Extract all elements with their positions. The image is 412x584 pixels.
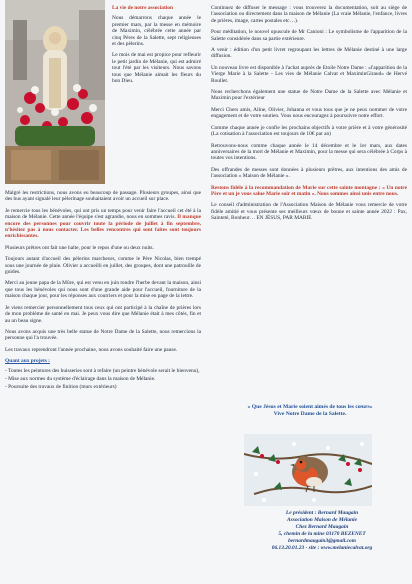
right-paragraph: A venir : édition d'un petit livret regroupant les lettres de Mélanie destiné à une large diffusion. bbox=[211, 47, 407, 60]
left-paragraph: Les travaux reprendront l'année prochaine, nous avons souhaité faire une pause. bbox=[5, 346, 178, 353]
closing-quote bbox=[213, 404, 407, 418]
left-paragraph: Malgré les restrictions, nous avons eu beaucoup de passage. Plusieurs groupes, ainsi que des bus ayant signalé leur pèlerinage souhaitaient avoir un accueil sur place. bbox=[5, 190, 201, 203]
quote-line: Vive Notre Dame de la Salette. bbox=[273, 411, 347, 417]
left-paragraph: Toujours autant d'accueil des pèlerins marcheurs, comme le Père Nicolas, bien trempé sous une journée de pluie. Olivier a accueilli en juillet, des groupes, dont une patrouille de guides. bbox=[5, 256, 201, 276]
right-paragraph: Merci Chers amis, Aline, Olivier, Johanna et vous tous que je ne peux nommer de votre engagement et de votre soutien. Vous nous encouragez à poursuivre notre effort. bbox=[211, 106, 407, 120]
right-paragraph: Pour méditation, le nouvel opuscule de Mr Canioni : Le symbolisme de l'apparition de la Salette considérée dans sa partie extérieure. bbox=[211, 29, 407, 42]
left-paragraph: Nous avons acquis une très belle statue de Notre Dame de la Salette, nous remercions la personne qui l'a trouvée. bbox=[5, 328, 201, 342]
left-paragraph: Je viens remercier personnellement tous ceux qui ont participé à la chaîne de prières lors de mon problème de santé en mai. Je peux vous dire que Mélanie était à mes côtés, fin et au un beau signe. bbox=[5, 304, 201, 324]
left-paragraph: Plusieurs prêtres ont fait une halte, pour le repos d'une ou deux nuits. bbox=[5, 244, 154, 251]
association-name: Association Maison de Mélanie bbox=[287, 517, 357, 523]
left-paragraph bbox=[5, 208, 201, 240]
president-name: Le président : Bernard Maugain bbox=[285, 510, 359, 516]
garden-paragraph: Le mois de mai est propice pour refleurir le petit jardin de Mélanie, qui est admiré tout l'été par les visiteurs. Nous savons tous que Mélanie aimait les fleurs du bon Dieu. bbox=[112, 52, 201, 85]
phone-website[interactable]: 06.13.20.01.23 - site : www.melaniecalvat.org bbox=[271, 545, 373, 551]
volunteer-thanks: Je remercie tous les bénévoles, qui ont pris un temps pour venir faire l'accueil cet été à la maison de Mélanie. Cette année l'équipe s'est agrandie, nous en sommes ravis. bbox=[5, 207, 201, 221]
statue-photo bbox=[5, 0, 105, 184]
project-item: - Toutes les peintures des huisseries sont à refaire (un peintre bénévole serait le bienvenu), bbox=[5, 367, 200, 374]
right-paragraph: Un nouveau livre est disponible à l'achat auprès de Etoile Notre Dame : «l'apparition de la Vierge Marie à la Salette - Les vies de Mélanie Calvat et MaximinGiraud» de Hervé Roullet. bbox=[211, 64, 407, 84]
section-heading: La vie de notre association bbox=[112, 5, 173, 11]
right-paragraph: Nous recherchons également une statue de Notre Dame de la Salette avec Mélanie et Maximin pour l'extérieur bbox=[211, 89, 407, 102]
left-column bbox=[5, 190, 201, 391]
projects-title: Quant aux projets : bbox=[5, 358, 50, 365]
prayer-recommendation: Restons fidèle à la recommandation de Marie sur cette sainte montagne : « Un notre Père et un je vous salue Marie soir et matin ». Nous sommes ainsi unis entre nous. bbox=[211, 184, 407, 197]
intro-paragraph: Nous démarrons chaque année le premier mars, par la messe en mémoire de Maximin, célébrée cette année par cinq Pères de la Salette, sept religieuses et des pèlerins. bbox=[112, 15, 201, 48]
project-item: - Mise aux normes du système d'éclairage dans la maison de Mélanie. bbox=[5, 375, 156, 382]
quote-line: « Que Jésus et Marie soient aimés de tous les cœurs» bbox=[247, 404, 373, 410]
signature-block bbox=[237, 510, 407, 552]
care-of: Chez Bernard Maugain bbox=[295, 524, 349, 530]
project-item: - Poursuite des travaux de finition (murs extérieurs) bbox=[5, 384, 117, 391]
left-paragraph: Merci au jeune papa de la Mûre, qui est venu en juin tondre l'herbe devant la maison, ainsi que tous les bénévoles qui nous sont d'une grande aide pour l'accueil, fourniture de la maison chaque jour, pour les réponses aux courriers et pour la mise en page de la lettre. bbox=[5, 280, 201, 300]
right-paragraph: Des offrandes de messes sont données à plusieurs prêtres, aux intentions des amis de l'association « Maison de Mélanie ». bbox=[211, 166, 407, 180]
right-paragraph: Retrouvons-nous comme chaque année le 14 décembre et le 1er mars, aux dates anniversaires de la mort de Mélanie et Maximin, pour la messe qui sera célébrée à Corps à toutes vos intentions. bbox=[211, 142, 407, 162]
right-paragraph: Le conseil d'administration de l'Association Maison de Mélanie vous remercie de votre fidèle amitié et vous présente ses meilleurs vœux de bonne et sainte année 2022 : Pax, Sainteté, Bonheur… EN JÉSUS, PAR MARIE bbox=[211, 202, 407, 222]
right-paragraph: Continuez de diffuser le message : vous trouverez la documentation, soit au siège de l'association ou directement dans la maison de Mélanie (La vraie Mélanie, l'enfance, livres de prières, image, cartes postales etc…). bbox=[211, 5, 407, 24]
top-right-text bbox=[112, 5, 201, 84]
address: 5, chemin de la mine 03170 BEZENET bbox=[278, 531, 366, 537]
email[interactable]: bernardmaugain3@gmail.com bbox=[288, 538, 356, 544]
robin-picture bbox=[244, 434, 372, 506]
right-column bbox=[211, 5, 407, 227]
right-paragraph: Comme chaque année je confie les prochains objectifs à votre prière et à votre générosité (La cotisation à l'association est toujours de 10€ par an) bbox=[211, 124, 407, 138]
volunteer-call: Il manque encore des personnes pour couvrir toute la période de juillet à fin septembre, n'hésitez pas à nous contacter. Les belles rencontres qui sont faites sont toujours enrichissantes. bbox=[5, 214, 201, 240]
